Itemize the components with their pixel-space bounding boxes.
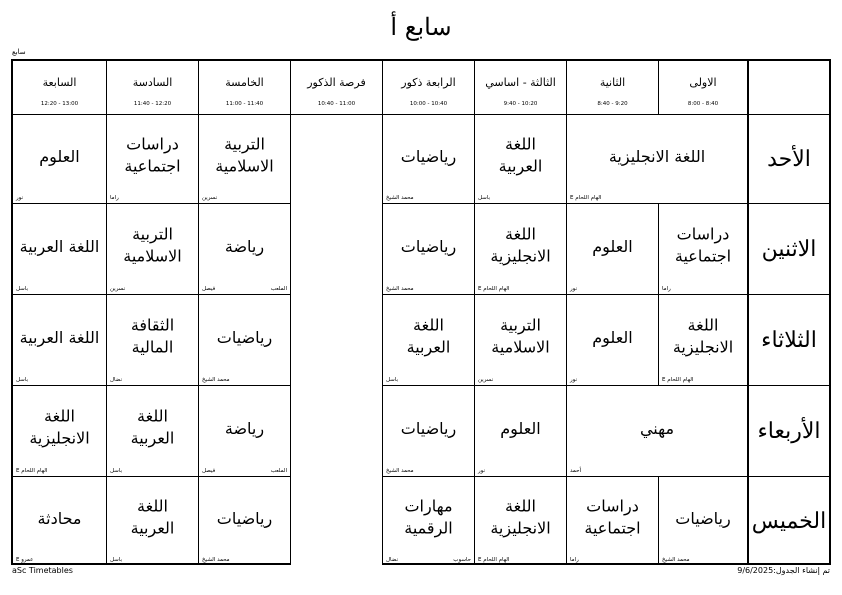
period-header [566,61,658,114]
teacher-name: محمد الشيخ [386,468,414,474]
period-name: الخامسة [225,76,264,89]
lesson-cell [566,294,658,385]
teacher-name: راما [110,195,119,201]
teacher-name: باسل [16,286,28,292]
subject-name: التربية الاسلامية [215,134,274,176]
teacher-name: محمد الشيخ [386,195,414,201]
subject-name: رياضة [224,237,265,257]
subject-name: اللغة العربية [130,496,175,538]
lesson-cell [106,385,198,476]
period-name: فرصة الذكور [307,76,366,89]
period-name: الثالثة - اساسي [485,76,556,89]
period-header [13,61,106,114]
period-name: السادسة [132,76,173,89]
teacher-name: باسل [110,468,122,474]
break-column [290,114,382,565]
subject-name: اللغة الانجليزية [29,406,90,448]
lesson-cell [382,385,474,476]
teacher-name: نور [570,286,578,292]
subject-name: اللغة العربية [498,134,543,176]
lesson-cell [13,114,106,203]
teacher-name: محمد الشيخ [662,557,690,563]
lesson-cell [474,114,566,203]
subject-name: اللغة العربية [130,406,175,448]
teacher-name: E عمرو [16,557,34,563]
lesson-cell [106,203,198,294]
teacher-name: باسل [110,557,122,563]
footer-brand: aSc Timetables [12,566,73,575]
subject-name: اللغة الانجليزية [608,147,706,167]
subject-name: مهارات الرقمية [404,496,453,538]
lesson-cell [106,114,198,203]
period-header [290,61,382,114]
lesson-cell [106,476,198,565]
period-name: الثانية [599,76,626,89]
lesson-cell [382,203,474,294]
subject-name: دراسات اجتماعية [124,134,181,176]
teacher-name: نور [16,195,24,201]
subject-name: العلوم [500,419,541,439]
period-time: 10:40 - 11:00 [317,101,356,107]
period-time: 8:40 - 9:20 [597,101,628,107]
lesson-cell [658,476,747,565]
day-label: الثلاثاء [747,294,829,385]
subject-name: رياضيات [400,419,457,439]
period-time: 12:20 - 13:00 [40,101,79,107]
lesson-cell [13,294,106,385]
teacher-name: نضال [386,557,398,563]
class-label: سابع [12,48,26,56]
teacher-name: نور [570,377,578,383]
teacher-name: E الهام اللحام [662,377,694,383]
day-label: الأحد [747,114,829,203]
teacher-name: راما [570,557,579,563]
lesson-cell [566,203,658,294]
subject-name: رياضيات [400,237,457,257]
period-header [658,61,747,114]
footer-created-date: تم إنشاء الجدول:9/6/2025 [737,566,830,575]
lesson-cell [382,476,474,565]
day-label: الخميس [747,476,829,565]
teacher-name: أحمد [570,468,581,474]
lesson-cell [198,385,290,476]
lesson-cell [658,294,747,385]
lesson-cell [474,385,566,476]
teacher-name: E الهام اللحام [570,195,602,201]
period-name: الاولى [689,76,717,89]
subject-name: التربية الاسلامية [491,315,550,357]
lesson-cell [198,114,290,203]
period-time: 11:00 - 11:40 [225,101,264,107]
subject-name: دراسات اجتماعية [674,224,732,266]
teacher-name: E الهام اللحام [16,468,48,474]
subject-name: اللغة الانجليزية [490,224,551,266]
subject-name: اللغة الانجليزية [672,315,734,357]
teacher-name: E الهام اللحام [478,557,510,563]
period-header [382,61,474,114]
period-time: 8:00 - 8:40 [687,101,719,107]
lesson-cell [13,476,106,565]
period-time: 9:40 - 10:20 [503,101,538,107]
period-time: 10:00 - 10:40 [409,101,448,107]
teacher-name: فيصل [202,468,216,474]
subject-name: العلوم [39,147,80,167]
lesson-cell [566,385,747,476]
teacher-name: نور [478,468,486,474]
subject-name: محادثة [37,509,82,529]
period-header [198,61,290,114]
teacher-name: نضال [110,377,122,383]
subject-name: مهني [639,419,675,439]
subject-name: رياضيات [400,147,457,167]
room-name: الملعب [270,286,287,292]
lesson-cell [566,476,658,565]
lesson-cell [106,294,198,385]
period-header [474,61,566,114]
lesson-cell [382,294,474,385]
teacher-name: فيصل [202,286,216,292]
subject-name: اللغة الانجليزية [490,496,551,538]
lesson-cell [198,294,290,385]
lesson-cell [566,114,747,203]
lesson-cell [13,385,106,476]
subject-name: اللغة العربية [19,328,100,348]
day-label: الاثنين [747,203,829,294]
day-label: الأربعاء [747,385,829,476]
page-title: سابع أ [390,13,452,41]
lesson-cell [198,476,290,565]
teacher-name: راما [662,286,671,292]
period-header [106,61,198,114]
teacher-name: باسل [386,377,398,383]
teacher-name: نسرين [478,377,494,383]
subject-name: رياضيات [675,509,731,529]
subject-name: رياضيات [216,509,273,529]
subject-name: الثقافة المالية [130,315,175,357]
period-time: 11:40 - 12:20 [133,101,172,107]
teacher-name: نسرين [110,286,126,292]
teacher-name: محمد الشيخ [386,286,414,292]
subject-name: رياضة [224,419,265,439]
period-name: السابعة [42,76,77,89]
room-name: حاسوب [453,557,471,563]
subject-name: العلوم [592,237,633,257]
subject-name: العلوم [592,328,633,348]
lesson-cell [198,203,290,294]
subject-name: دراسات اجتماعية [584,496,641,538]
lesson-cell [658,203,747,294]
lesson-cell [474,476,566,565]
lesson-cell [474,294,566,385]
period-name: الرابعة ذكور [401,76,456,89]
lesson-cell [13,203,106,294]
teacher-name: E الهام اللحام [478,286,510,292]
timetable-grid [11,59,831,565]
subject-name: اللغة العربية [19,237,100,257]
teacher-name: نسرين [202,195,218,201]
corner-cell [747,61,829,114]
teacher-name: محمد الشيخ [202,557,230,563]
teacher-name: باسل [16,377,28,383]
lesson-cell [474,203,566,294]
teacher-name: باسل [478,195,490,201]
subject-name: التربية الاسلامية [123,224,182,266]
room-name: الملعب [270,468,287,474]
teacher-name: محمد الشيخ [202,377,230,383]
subject-name: اللغة العربية [406,315,451,357]
subject-name: رياضيات [216,328,273,348]
lesson-cell [382,114,474,203]
